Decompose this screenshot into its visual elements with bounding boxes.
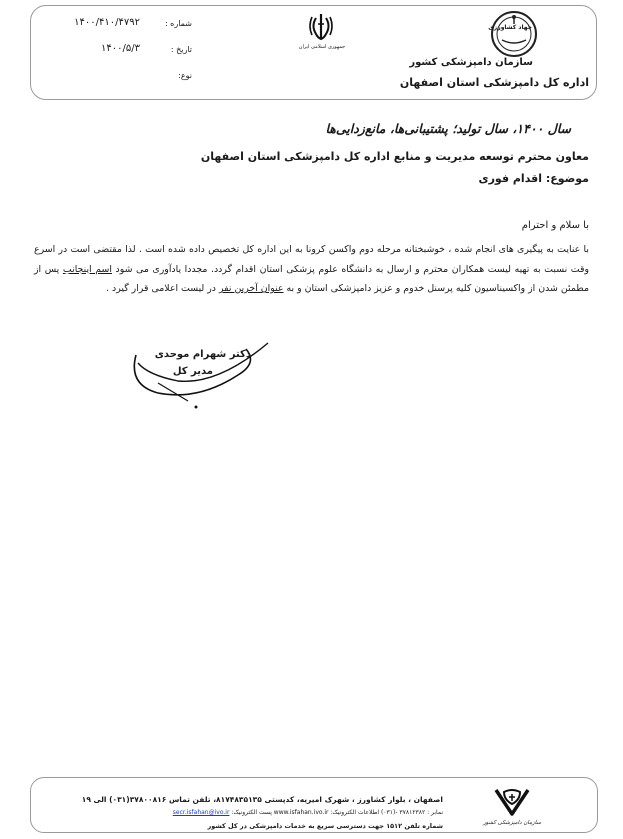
veterinary-org-logo-icon	[492, 786, 532, 818]
department-name: اداره کل دامپزشکی استان اصفهان	[399, 76, 589, 89]
subject-line: موضوع: اقدام فوری	[478, 172, 589, 185]
organization-name: سازمان دامپزشکی کشور	[409, 57, 533, 68]
recipient-line: معاون محترم توسعه مدیریت و منابع اداره کل دامپزشکی استان اصفهان	[200, 150, 589, 163]
footer-hotline: شماره تلفن ۱۵۱۲ جهت دسترسی سریع به خدمات دامپزشکی در کل کشور	[207, 822, 443, 830]
body-text-start: با عنایت به پیگیری های انجام شده ، خوشبختانه مرحله دوم واکسن کرونا به این اداره کل تخصیص داده شده است . لذا مقتضی است در اسرع وقت نسبت به تهیه لیست همکاران محترم و ارسال به دانشگاه علوم پزشکی استان اقدام گردد. مجددا یادآوری می شود	[34, 244, 589, 275]
iran-emblem-icon	[307, 12, 335, 42]
jahad-logo-text: جهاد کشاورزی	[488, 24, 532, 31]
year-slogan: سال ۱۴۰۰، سال تولید؛ پشتیبانی‌ها، مانع‌زدایی‌ها	[325, 121, 571, 136]
emblem-caption: جمهوری اسلامی ایران	[298, 44, 346, 50]
body-text-middle: پس از مطمئن شدن از واکسیناسیون کلیه پرسنل خدوم و عزیز دامپزشکی استان و به	[34, 263, 589, 294]
signatory-name: دکتر شهرام موحدی	[154, 349, 251, 360]
number-label: شماره :	[164, 19, 192, 28]
footer-contact-text: نمابر : ۳۷۸۱۲۳۸۲ -(۰۳۱) اطلاعات الکترونیک: www.isfahan.ivo.ir پست الکترونیک:	[231, 809, 443, 816]
body-text-end: در لیست اعلامی قرار گیرد .	[106, 283, 219, 294]
footer-address: اصفهان ، بلوار کشاورز ، شهرک امیریه، کدپستی ۸۱۷۴۸۳۵۱۳۵، تلفن تماس ۳۷۸۰۰۸۱۶(۰۳۱) الی ۱۹	[81, 795, 443, 804]
greeting: با سلام و احترام	[521, 220, 589, 231]
attachment-label: نوع:	[178, 71, 192, 80]
footer-logo-caption: سازمان دامپزشکی کشور	[483, 820, 541, 826]
body-underlined-last: عنوان آخرین نفر	[218, 283, 284, 294]
date-label: تاریخ :	[170, 45, 192, 54]
letter-body-paragraph	[34, 240, 589, 299]
body-underlined-name: اسم اینجانب	[62, 263, 112, 275]
date-value: ۱۴۰۰/۵/۳	[101, 43, 140, 54]
signatory-title: مدیر کل	[172, 366, 213, 377]
jahad-keshavarzi-logo-icon	[490, 10, 538, 58]
number-value: ۱۴۰۰/۴۱۰/۴۷۹۲	[74, 17, 140, 28]
footer-contact	[173, 809, 443, 816]
footer-email-link[interactable]: secr.isfahan@ivo.ir	[172, 809, 230, 816]
